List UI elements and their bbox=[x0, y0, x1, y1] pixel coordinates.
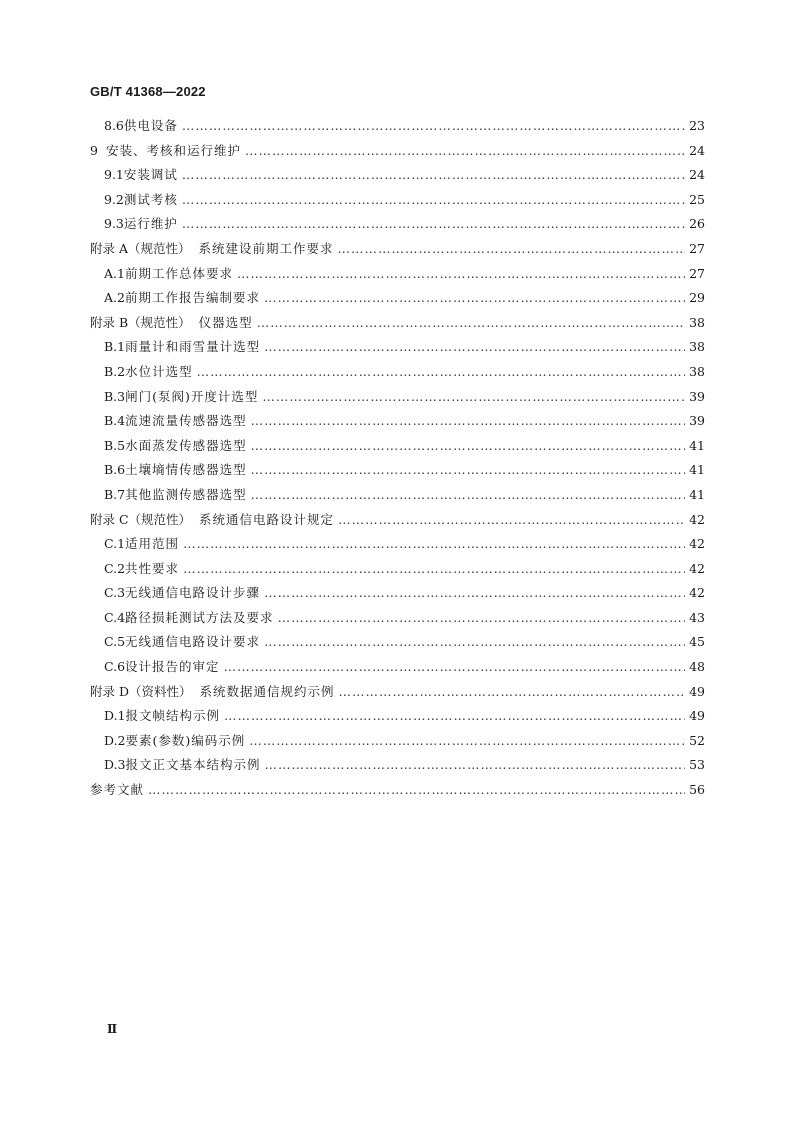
toc-entry[interactable] bbox=[90, 165, 705, 190]
toc-entry[interactable] bbox=[90, 632, 705, 657]
toc-entry-number: 9.3 bbox=[104, 216, 124, 232]
toc-leader-dots bbox=[251, 413, 685, 428]
toc-entry-title: 无线通信电路设计要求 bbox=[125, 634, 261, 650]
toc-entry-number: 8.6 bbox=[104, 118, 124, 133]
table-of-contents bbox=[90, 116, 705, 805]
toc-entry[interactable] bbox=[90, 485, 705, 510]
toc-entry[interactable] bbox=[90, 534, 705, 559]
toc-entry-title: 安装、考核和运行维护 bbox=[105, 142, 241, 158]
toc-entry-number: D.2 bbox=[104, 732, 126, 748]
toc-entry-page: 29 bbox=[689, 290, 705, 306]
toc-entry-page: 38 bbox=[689, 363, 705, 379]
toc-entry-number: A.2 bbox=[104, 290, 125, 306]
toc-entry[interactable] bbox=[90, 682, 705, 707]
toc-entry[interactable] bbox=[90, 460, 705, 485]
toc-entry-page: 52 bbox=[689, 732, 705, 748]
toc-entry-number: B.3 bbox=[104, 388, 126, 404]
toc-leader-dots bbox=[183, 536, 685, 551]
toc-entry-page: 41 bbox=[689, 437, 705, 453]
toc-entry-title: 闸门(泵阀)开度计选型 bbox=[125, 388, 259, 404]
toc-entry-title: 水位计选型 bbox=[125, 363, 193, 379]
toc-entry-title: 仪器选型 bbox=[198, 314, 253, 330]
toc-leader-dots bbox=[182, 192, 685, 207]
toc-entry-page: 38 bbox=[689, 339, 705, 355]
toc-entry-title: 测试考核 bbox=[123, 191, 178, 207]
toc-entry[interactable] bbox=[90, 214, 705, 239]
toc-entry-page: 39 bbox=[689, 388, 705, 404]
toc-leader-dots bbox=[245, 143, 685, 158]
toc-entry[interactable] bbox=[90, 608, 705, 633]
toc-entry-page: 41 bbox=[689, 462, 705, 478]
toc-leader-dots bbox=[237, 266, 685, 281]
toc-leader-dots bbox=[249, 733, 685, 748]
toc-entry-page: 24 bbox=[689, 167, 705, 183]
toc-entry-title: 土壤墒情传感器选型 bbox=[125, 462, 247, 478]
toc-entry-number: C.5 bbox=[104, 634, 126, 650]
toc-entry[interactable] bbox=[90, 190, 705, 215]
toc-entry-page: 25 bbox=[689, 191, 705, 207]
standard-number: GB/T 41368—2022 bbox=[90, 84, 206, 99]
toc-entry-number: C.1 bbox=[104, 536, 126, 552]
toc-entry-page: 24 bbox=[689, 142, 705, 158]
toc-entry-page: 27 bbox=[689, 265, 705, 281]
toc-entry-number: B.1 bbox=[104, 339, 126, 355]
toc-entry-number: 附录 A（规范性） bbox=[90, 240, 191, 256]
toc-entry-page: 53 bbox=[689, 757, 705, 773]
toc-leader-dots bbox=[182, 216, 685, 231]
toc-entry[interactable] bbox=[90, 141, 705, 166]
toc-leader-dots bbox=[265, 757, 686, 772]
toc-entry-title: 雨量计和雨雪量计选型 bbox=[125, 339, 261, 355]
toc-entry-title: 其他监测传感器选型 bbox=[125, 486, 247, 502]
toc-entry-page: 27 bbox=[689, 240, 705, 256]
toc-entry[interactable] bbox=[90, 583, 705, 608]
toc-entry[interactable] bbox=[90, 706, 705, 731]
toc-entry-title: 前期工作报告编制要求 bbox=[124, 290, 260, 306]
toc-entry-number: C.4 bbox=[104, 609, 126, 625]
toc-entry-title: 报文正文基本结构示例 bbox=[125, 757, 261, 773]
toc-entry-page: 49 bbox=[689, 683, 705, 699]
toc-entry-page: 42 bbox=[689, 511, 705, 527]
toc-entry-number: 附录 C（规范性） bbox=[90, 511, 192, 527]
toc-entry-number: B.7 bbox=[104, 486, 126, 502]
toc-entry-title: 共性要求 bbox=[125, 560, 180, 576]
toc-entry-title: 设计报告的审定 bbox=[125, 659, 220, 675]
toc-entry-title: 系统建设前期工作要求 bbox=[198, 240, 334, 256]
toc-entry-title: 路径损耗测试方法及要求 bbox=[125, 609, 274, 625]
toc-entry-number: 9.2 bbox=[104, 191, 124, 207]
toc-entry-number: C.6 bbox=[104, 659, 126, 675]
toc-entry-title: 无线通信电路设计步骤 bbox=[125, 585, 261, 601]
toc-entry-title: 供电设备 bbox=[123, 118, 178, 133]
toc-entry-title: 流速流量传感器选型 bbox=[125, 413, 247, 429]
toc-entry-title: 参考文献 bbox=[90, 782, 145, 798]
toc-entry-title: 水面蒸发传感器选型 bbox=[125, 437, 247, 453]
toc-entry[interactable] bbox=[90, 116, 705, 141]
toc-leader-dots bbox=[182, 118, 685, 133]
toc-leader-dots bbox=[183, 561, 685, 576]
toc-entry-number: D.3 bbox=[104, 757, 126, 773]
toc-entry[interactable] bbox=[90, 436, 705, 461]
toc-entry-page: 23 bbox=[689, 118, 705, 133]
toc-entry-page: 39 bbox=[689, 413, 705, 429]
toc-entry-page: 42 bbox=[689, 536, 705, 552]
toc-leader-dots bbox=[278, 610, 686, 625]
toc-entry[interactable] bbox=[90, 657, 705, 682]
toc-entry-number: 附录 B（规范性） bbox=[90, 314, 191, 330]
toc-entry-page: 45 bbox=[689, 634, 705, 650]
toc-entry-title: 要素(参数)编码示例 bbox=[125, 732, 246, 748]
toc-entry[interactable] bbox=[90, 411, 705, 436]
toc-leader-dots bbox=[264, 634, 685, 649]
toc-leader-dots bbox=[264, 290, 685, 305]
toc-entry[interactable] bbox=[90, 362, 705, 387]
toc-entry-page: 42 bbox=[689, 585, 705, 601]
toc-entry-page: 26 bbox=[689, 216, 705, 232]
toc-leader-dots bbox=[257, 315, 685, 330]
toc-entry[interactable] bbox=[90, 387, 705, 412]
toc-leader-dots bbox=[224, 708, 685, 723]
toc-entry[interactable] bbox=[90, 755, 705, 780]
toc-entry[interactable] bbox=[90, 780, 705, 805]
toc-entry-title: 前期工作总体要求 bbox=[124, 265, 233, 281]
toc-leader-dots bbox=[182, 167, 685, 182]
toc-entry-title: 安装调试 bbox=[123, 167, 178, 183]
toc-leader-dots bbox=[338, 512, 685, 527]
toc-entry-number: B.5 bbox=[104, 437, 126, 453]
toc-entry-number: B.6 bbox=[104, 462, 126, 478]
toc-leader-dots bbox=[251, 462, 685, 477]
toc-entry-number: C.2 bbox=[104, 560, 126, 576]
toc-entry-number: 9.1 bbox=[104, 167, 124, 183]
toc-entry-page: 38 bbox=[689, 314, 705, 330]
toc-entry[interactable] bbox=[90, 337, 705, 362]
toc-leader-dots bbox=[262, 389, 685, 404]
toc-entry[interactable] bbox=[90, 559, 705, 584]
toc-entry-page: 41 bbox=[689, 486, 705, 502]
toc-entry-title: 运行维护 bbox=[123, 216, 178, 232]
toc-entry-number: 9 bbox=[90, 142, 98, 158]
toc-leader-dots bbox=[197, 364, 685, 379]
toc-entry-title: 系统数据通信规约示例 bbox=[199, 683, 335, 699]
toc-entry[interactable] bbox=[90, 731, 705, 756]
toc-entry[interactable] bbox=[90, 510, 705, 535]
page-number: Ⅱ bbox=[107, 1022, 118, 1036]
toc-leader-dots bbox=[251, 438, 685, 453]
toc-leader-dots bbox=[264, 585, 685, 600]
toc-entry-number: C.3 bbox=[104, 585, 126, 601]
toc-entry[interactable] bbox=[90, 288, 705, 313]
toc-entry-number: A.1 bbox=[104, 265, 125, 281]
toc-entry[interactable] bbox=[90, 264, 705, 289]
toc-leader-dots bbox=[251, 487, 685, 502]
toc-entry-number: 附录 D（资料性） bbox=[90, 683, 192, 699]
toc-entry-number: D.1 bbox=[104, 708, 126, 724]
toc-leader-dots bbox=[224, 659, 686, 674]
toc-leader-dots bbox=[264, 339, 685, 354]
toc-entry-page: 49 bbox=[689, 708, 705, 724]
toc-entry-page: 42 bbox=[689, 560, 705, 576]
toc-entry[interactable] bbox=[90, 313, 705, 338]
toc-entry-number: B.2 bbox=[104, 363, 126, 379]
toc-entry-title: 报文帧结构示例 bbox=[125, 708, 221, 724]
toc-leader-dots bbox=[338, 241, 686, 256]
toc-entry-page: 48 bbox=[689, 659, 705, 675]
toc-entry[interactable] bbox=[90, 239, 705, 264]
toc-entry-title: 系统通信电路设计规定 bbox=[199, 511, 335, 527]
toc-leader-dots bbox=[339, 684, 686, 699]
toc-entry-title: 适用范围 bbox=[125, 536, 180, 552]
toc-leader-dots bbox=[148, 782, 685, 797]
toc-entry-page: 56 bbox=[689, 782, 705, 798]
toc-entry-page: 43 bbox=[689, 609, 705, 625]
toc-entry-number: B.4 bbox=[104, 413, 126, 429]
